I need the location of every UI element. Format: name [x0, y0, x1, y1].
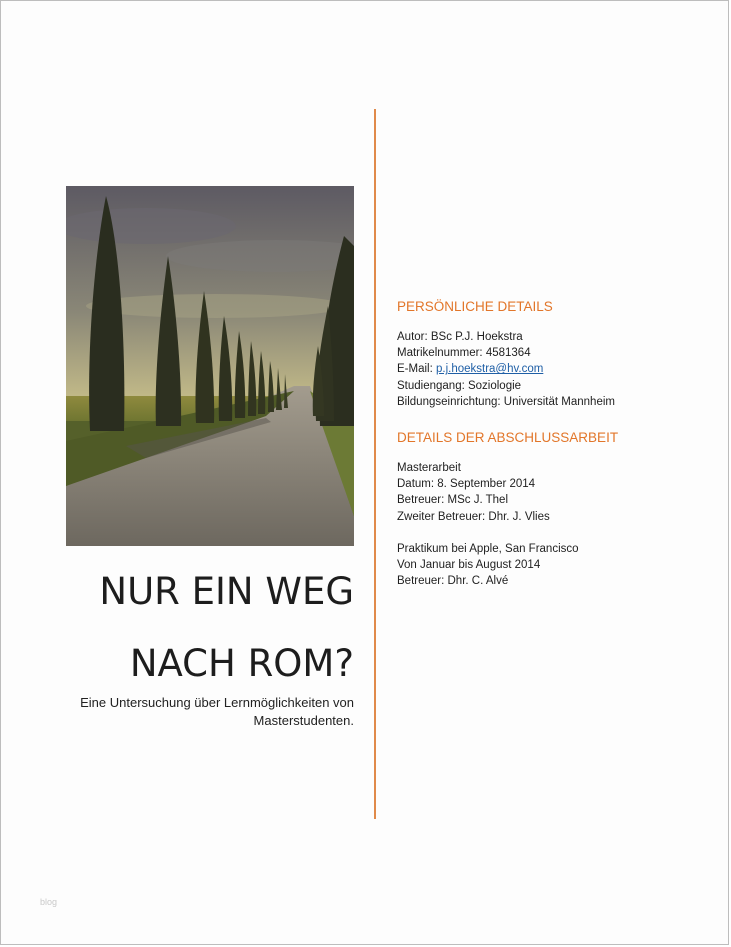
- spacer: [397, 525, 717, 541]
- document-subtitle: [61, 694, 354, 730]
- subtitle-line: Eine Untersuchung über Lernmöglichkeiten von: [80, 695, 354, 710]
- program-line: Studiengang: Soziologie: [397, 379, 522, 392]
- cypress-road-image: [66, 186, 354, 546]
- details-sidebar: [397, 297, 717, 589]
- author-line: Autor: BSc P.J. Hoekstra: [397, 331, 523, 343]
- title-line: NACH ROM?: [129, 642, 354, 685]
- personal-details-heading: PERSÖNLICHE DETAILS: [397, 299, 553, 314]
- internship-supervisor-line: Betreuer: Dhr. C. Alvé: [397, 575, 509, 588]
- vertical-divider: [374, 109, 376, 819]
- thesis-type-line: Masterarbeit: [397, 462, 461, 475]
- title-line: NUR EIN WEG: [99, 570, 354, 613]
- institution-line: Bildungseinrichtung: Universität Mannheim: [397, 395, 615, 408]
- email-line: [397, 361, 717, 377]
- cover-photo: [66, 186, 354, 546]
- internship-period-line: Von Januar bis August 2014: [397, 559, 541, 572]
- date-line: Datum: 8. September 2014: [397, 478, 536, 491]
- email-link[interactable]: p.j.hoekstra@hv.com: [435, 363, 544, 376]
- supervisor-line: Betreuer: MSc J. Thel: [397, 494, 508, 507]
- matrikel-line: Matrikelnummer: 4581364: [397, 347, 531, 360]
- email-label: E-Mail:: [397, 363, 436, 376]
- subtitle-line: Masterstudenten.: [253, 713, 354, 728]
- thesis-details-heading: DETAILS DER ABSCHLUSSARBEIT: [397, 430, 619, 446]
- internship-place-line: Praktikum bei Apple, San Francisco: [397, 542, 579, 555]
- second-supervisor-line: Zweiter Betreuer: Dhr. J. Vlies: [397, 510, 550, 523]
- document-title: [61, 556, 354, 700]
- watermark: blog: [40, 897, 58, 907]
